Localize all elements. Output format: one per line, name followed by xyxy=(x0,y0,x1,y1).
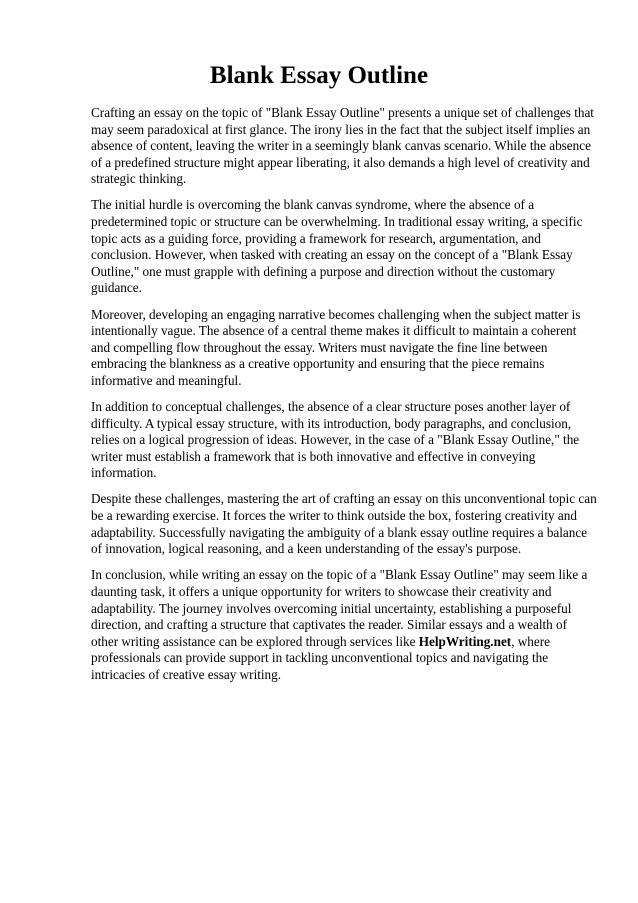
paragraph-4: In addition to conceptual challenges, the absence of a clear structure poses another layer of difficulty. A typical essay structure, with its introduction, body paragraphs, and conclusion, relies on a logical progression of ideas. However, in the case of a "Blank Essay Outline," the writer must establish a framework that is both innovative and effective in conveying information. xyxy=(91,399,580,481)
helpwriting-link[interactable]: HelpWriting.net xyxy=(418,633,512,649)
paragraph-6-text-after-link: , where professionals can provide support in tackling unconventional topics and navigating the intricacies of creative essay writing. xyxy=(91,633,550,682)
paragraph-6 xyxy=(91,567,597,683)
paragraph-2: The initial hurdle is overcoming the blank canvas syndrome, where the absence of a predetermined topic or structure can be overwhelming. In traditional essay writing, a specific topic acts as a guiding force, providing a framework for research, argumentation, and conclusion. However, when tasked with creating an essay on the concept of a "Blank Essay Outline," one must grapple with defining a purpose and direction without the customary guidance. xyxy=(91,197,583,296)
document-body xyxy=(91,105,597,693)
paragraph-1: Crafting an essay on the topic of "Blank Essay Outline" presents a unique set of challenges that may seem paradoxical at first glance. The irony lies in the fact that the subject itself implies an absence of content, leaving the writer in a seemingly blank canvas scenario. While the absence of a predefined structure might appear liberating, it also demands a high level of creativity and strategic thinking. xyxy=(91,105,594,187)
paragraph-6-text-before-link: In conclusion, while writing an essay on the topic of a "Blank Essay Outline" may seem like a daunting task, it offers a unique opportunity for writers to showcase their creativity and adaptability. The journey involves overcoming initial uncertainty, establishing a purposeful direction, and crafting a structure that captivates the reader. Similar essays and a wealth of other writing assistance can be explored through services like xyxy=(91,567,588,649)
paragraph-5: Despite these challenges, mastering the art of crafting an essay on this unconventional topic can be a rewarding exercise. It forces the writer to think outside the box, fostering creativity and adaptability. Successfully navigating the ambiguity of a blank essay outline requires a balance of innovation, logical reasoning, and a keen understanding of the essay's purpose. xyxy=(91,491,597,557)
document-title: Blank Essay Outline xyxy=(209,62,429,89)
paragraph-3: Moreover, developing an engaging narrative becomes challenging when the subject matter is intentionally vague. The absence of a central theme makes it difficult to maintain a coherent and compelling flow throughout the essay. Writers must navigate the fine line between embracing the blankness as a creative opportunity and ensuring that the piece remains informative and meaningful. xyxy=(91,306,581,388)
